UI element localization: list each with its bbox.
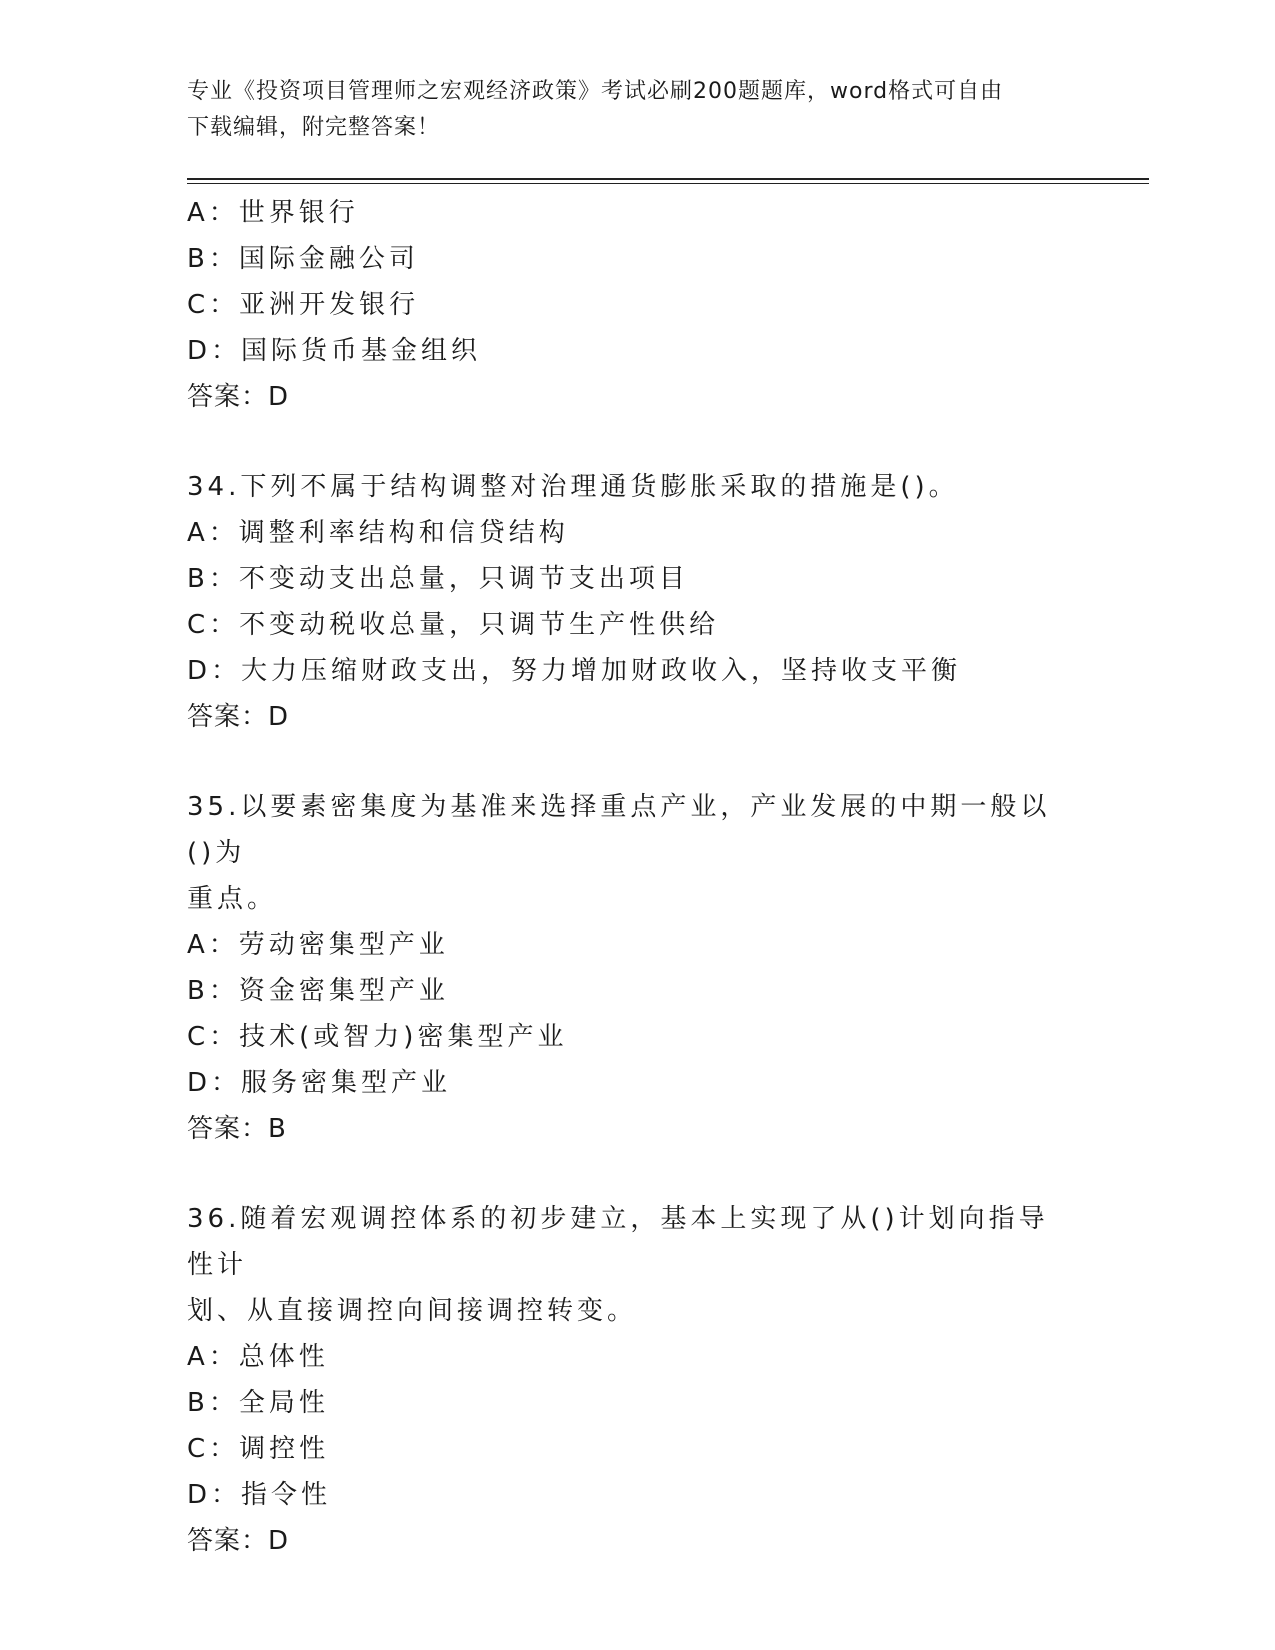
option-b: B：全局性 — [187, 1388, 329, 1418]
question-stem: 34.下列不属于结构调整对治理通货膨胀采取的措施是()。 — [187, 472, 959, 502]
question-36 — [187, 1196, 1087, 1564]
question-stem-line-2: 划、从直接调控向间接调控转变。 — [187, 1296, 638, 1326]
option-d: D：服务密集型产业 — [187, 1068, 452, 1098]
question-35 — [187, 784, 1087, 1152]
header-line-1: 专业《投资项目管理师之宏观经济政策》考试必刷200题题库，word格式可自由 — [187, 79, 1004, 104]
answer-line: 答案：D — [187, 382, 290, 412]
option-a: A：调整利率结构和信贷结构 — [187, 518, 569, 548]
option-c: C：技术(或智力)密集型产业 — [187, 1022, 568, 1052]
option-a: A：劳动密集型产业 — [187, 930, 449, 960]
option-a: A：世界银行 — [187, 198, 359, 228]
question-33 — [187, 190, 1087, 420]
option-c: C：调控性 — [187, 1434, 330, 1464]
option-d: D：大力压缩财政支出，努力增加财政收入，坚持收支平衡 — [187, 656, 962, 686]
option-d: D：指令性 — [187, 1480, 332, 1510]
answer-line: 答案：D — [187, 1526, 290, 1556]
question-list — [187, 190, 1087, 1564]
question-stem-line-2: 重点。 — [187, 884, 278, 914]
option-b: B：资金密集型产业 — [187, 976, 449, 1006]
answer-line: 答案：D — [187, 702, 290, 732]
option-c: C：不变动税收总量，只调节生产性供给 — [187, 610, 720, 640]
question-stem-line-1: 36.随着宏观调控体系的初步建立，基本上实现了从()计划向指导性计 — [187, 1204, 1049, 1280]
question-stem-line-1: 35.以要素密集度为基准来选择重点产业，产业发展的中期一般以()为 — [187, 792, 1051, 868]
option-d: D：国际货币基金组织 — [187, 336, 482, 366]
header-line-2: 下载编辑，附完整答案！ — [187, 115, 441, 140]
option-c: C：亚洲开发银行 — [187, 290, 420, 320]
option-b: B：国际金融公司 — [187, 244, 419, 274]
option-a: A：总体性 — [187, 1342, 329, 1372]
document-header — [187, 74, 1067, 146]
option-b: B：不变动支出总量，只调节支出项目 — [187, 564, 689, 594]
header-divider-thick — [187, 178, 1149, 180]
answer-line: 答案：B — [187, 1114, 287, 1144]
header-divider-thin — [187, 183, 1149, 184]
question-34 — [187, 464, 1087, 740]
